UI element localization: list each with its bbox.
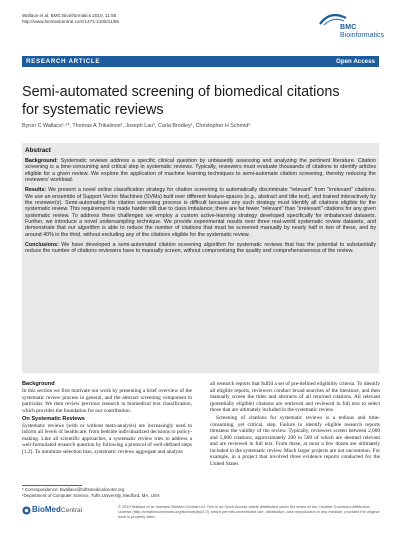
footer-logo-text bbox=[32, 505, 82, 514]
abstract-divider bbox=[22, 156, 379, 157]
results-label: Results: bbox=[25, 187, 47, 194]
citation-line: Wallace et al. BMC Bioinformatics 2010, 11:55 bbox=[22, 13, 117, 18]
biomed-central-icon bbox=[22, 506, 31, 515]
abstract-body bbox=[25, 158, 376, 259]
open-access-label: Open Access bbox=[336, 58, 375, 65]
article-type-bar bbox=[22, 56, 379, 67]
abstract-results bbox=[25, 187, 376, 238]
results-text: We present a novel online classification strategy for citation screening to automatically discriminate "relevant" from "irrelevant" citations. We use an ensemble of Support Vector Machines (SVMs) built over different feature-spaces (e.g., abstract and title text), and trained interactively by the reviewer(s). Semi-automating the citation screening process is difficult because any such strategy must identify all citations eligible for the systematic review. This requirement is made harder still due to class imbalance; there are far fewer "relevant" than "irrelevant" citations for any given systematic review. To address these challenges we employ a custom active-learning strategy developed specifically for imbalanced datasets. Further, we introduce a novel undersampling technique. We provide experimental results over three real-world systematic review datasets, and demonstrate that our algorithm is able to reduce the number of citations that must be screened manually by nearly half in two of these, and by around 40% in the third, without excluding any of the citations eligible for the systematic review. bbox=[25, 187, 376, 238]
right-paragraph-2: Screening of citations for systematic reviews is a tedious and time-consuming, yet critical, step. Failure to identify eligible research reports threatens the validity of the review. Typically, reviewers screen between 2,000 and 5,000 citations, approximately 200 to 500 of which are deemed relevant and are reviewed in full text. From these, at most a few dozen are ultimately included in the systematic review. Much larger projects are not uncommon. For example, in a project that involved three evidence reports conducted for the United States bbox=[210, 415, 380, 467]
license-text: © 2010 Wallace et al; licensee BioMed Central Ltd. This is an Open Access article distributed under the terms of the Creative Commons Attribution License (http://creativecommons.org/licenses/by/2.0), which permits unrestricted use, distribution, and reproduction in any medium, provided the original work is properly cited. bbox=[118, 504, 380, 520]
intro-paragraph: In this section we first motivate our work by presenting a brief overview of the systematic review process in general, and the abstract screening component in particular. We then review previous research in biomedical text classification, which provides the foundation for our contribution. bbox=[22, 388, 192, 414]
abstract-box bbox=[22, 143, 379, 373]
footer-logo-bio: BioMed bbox=[32, 505, 61, 514]
conclusions-label: Conclusions: bbox=[25, 242, 59, 249]
background-label: Background: bbox=[25, 158, 58, 164]
systematic-reviews-paragraph: Systematic reviews (with or without meta-analysis) are increasingly used to inform all levels of healthcare, from bedside individualized decisions to policy-making. Like all scientific approaches, a systematic review tries to address a well-formulated research question by following a protocol of well-defined steps [1,2]. To minimize selection bias, systematic reviews aggregate and analyze bbox=[22, 422, 192, 455]
footnote bbox=[22, 487, 197, 498]
section-heading-background: Background bbox=[22, 381, 55, 387]
correspondence-note[interactable]: * Correspondence: bwallace@tuftsmedicalcenter.org bbox=[22, 487, 125, 492]
article-title: Semi-automated screening of biomedical citations for systematic reviews bbox=[22, 84, 340, 118]
body-column-right bbox=[210, 381, 380, 469]
page-footer bbox=[22, 503, 379, 528]
right-paragraph-1: all research reports that fulfill a set of pre-defined eligibility criteria. To identify all eligible reports, reviewers conduct broad searches of the literature, and then manually screen the titles and abstracts of all returned citations. All relevant (potentially eligible) citations are retrieved and reviewed in full text to select those that are ultimately included in the systematic review. bbox=[210, 381, 380, 413]
abstract-background bbox=[25, 158, 376, 183]
logo-bmc-text: BMC bbox=[340, 24, 357, 31]
conclusions-text: We have developed a semi-automated citation screening algorithm for systematic reviews that has the potential to substantially reduce the number of citations reviewers have to manually screen, without compromising the quality and comprehensiveness of the review. bbox=[25, 242, 376, 255]
affiliation-note: ¹Department of Computer Science, Tufts University, Medford, MA, USA bbox=[22, 492, 160, 498]
background-text: Systematic reviews address a specific clinical question by unbiasedly assessing and analyzing the pertinent literature. Citation screening is a time-consuming and critical step in systematic reviews. Typically, reviewers must evaluate thousands of citations to identify articles eligible for a given review. We explore the application of machine learning techniques to semi-automate citation screening, thereby reducing the reviewers' workload. bbox=[25, 158, 376, 184]
abstract-heading: Abstract bbox=[25, 147, 51, 154]
journal-logo bbox=[318, 14, 388, 44]
subsection-heading-systematic-reviews: On Systematic Reviews bbox=[22, 415, 85, 422]
footer-logo-central: Central bbox=[60, 507, 83, 514]
body-column-left bbox=[22, 381, 192, 457]
running-header bbox=[22, 13, 119, 25]
article-url[interactable]: http://www.biomedcentral.com/1471-2105/11/55 bbox=[22, 19, 119, 25]
article-type: RESEARCH ARTICLE bbox=[26, 58, 101, 65]
biomed-central-logo bbox=[22, 505, 83, 517]
footnote-divider bbox=[22, 485, 82, 486]
abstract-conclusions bbox=[25, 242, 376, 255]
author-list: Byron C Wallace¹·²*, Thomas A Trikalinos², Joseph Lau², Carla Brodley¹, Christopher H Schmid² bbox=[22, 123, 250, 129]
logo-journal-text: Bioinformatics bbox=[340, 32, 384, 39]
